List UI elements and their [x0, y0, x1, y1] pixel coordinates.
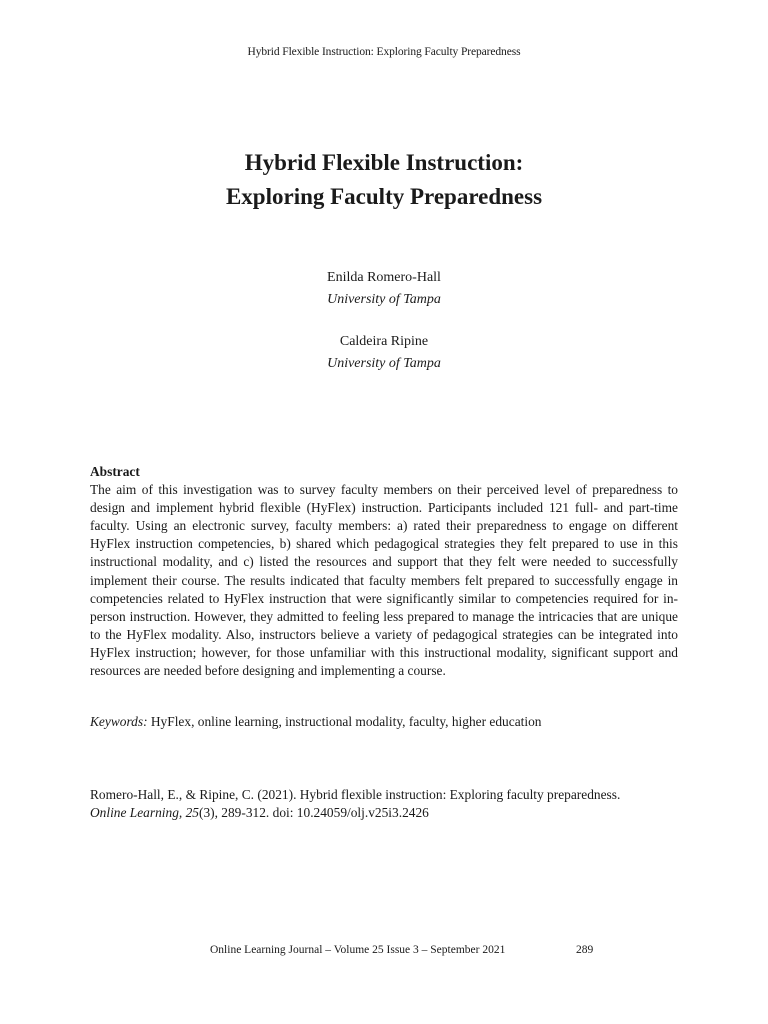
- keywords-text: HyFlex, online learning, instructional modality, faculty, higher education: [150, 714, 542, 729]
- author-name: Enilda Romero-Hall: [327, 270, 441, 285]
- footer-journal: Online Learning Journal – Volume 25 Issue 3 – September 2021: [210, 944, 506, 956]
- abstract-heading: Abstract: [90, 464, 140, 479]
- author-affiliation: University of Tampa: [327, 292, 441, 307]
- keywords-label: Keywords:: [90, 714, 148, 729]
- title-line-2: Exploring Faculty Preparedness: [225, 184, 543, 209]
- abstract-section: [90, 463, 678, 680]
- citation: [90, 786, 650, 822]
- author-name: Caldeira Ripine: [339, 334, 429, 349]
- citation-authors-title: Romero-Hall, E., & Ripine, C. (2021). Hybrid flexible instruction: Exploring faculty preparedness.: [90, 787, 621, 802]
- abstract-body: The aim of this investigation was to survey faculty members on their perceived level of preparedness to design and implement hybrid flexible (HyFlex) instruction. Participants included 121 full- and part-time faculty. Using an electronic survey, faculty members: a) rated their preparedness to engage on different HyFlex instruction competencies, b) shared which pedagogical strategies they felt prepared to use in this instructional modality, and c) listed the resources and support that they felt were needed to successfully implement their course. The results indicated that faculty members felt prepared to successfully engage in competencies related to HyFlex instruction that were significantly similar to competencies required for in-person instruction. However, they admitted to feeling less prepared to manage the intricacies that are unique to the HyFlex modality. Also, instructors believe a variety of pedagogical strategies can be integrated into HyFlex instruction; however, for those unfamiliar with this instructional modality, significant support and resources are needed before designing and implementing a course.: [90, 482, 678, 679]
- running-head: Hybrid Flexible Instruction: Exploring Faculty Preparedness: [247, 46, 521, 58]
- author-affiliation: University of Tampa: [327, 356, 441, 371]
- title-line-1: Hybrid Flexible Instruction:: [244, 150, 524, 175]
- keywords-line: [90, 713, 678, 731]
- page-number: 289: [576, 944, 594, 956]
- author-block: [0, 267, 768, 311]
- citation-journal: Online Learning, 25: [90, 805, 199, 820]
- author-block: [0, 331, 768, 375]
- paper-title: [0, 146, 768, 214]
- citation-details: (3), 289-312. doi: 10.24059/olj.v25i3.2426: [198, 805, 429, 820]
